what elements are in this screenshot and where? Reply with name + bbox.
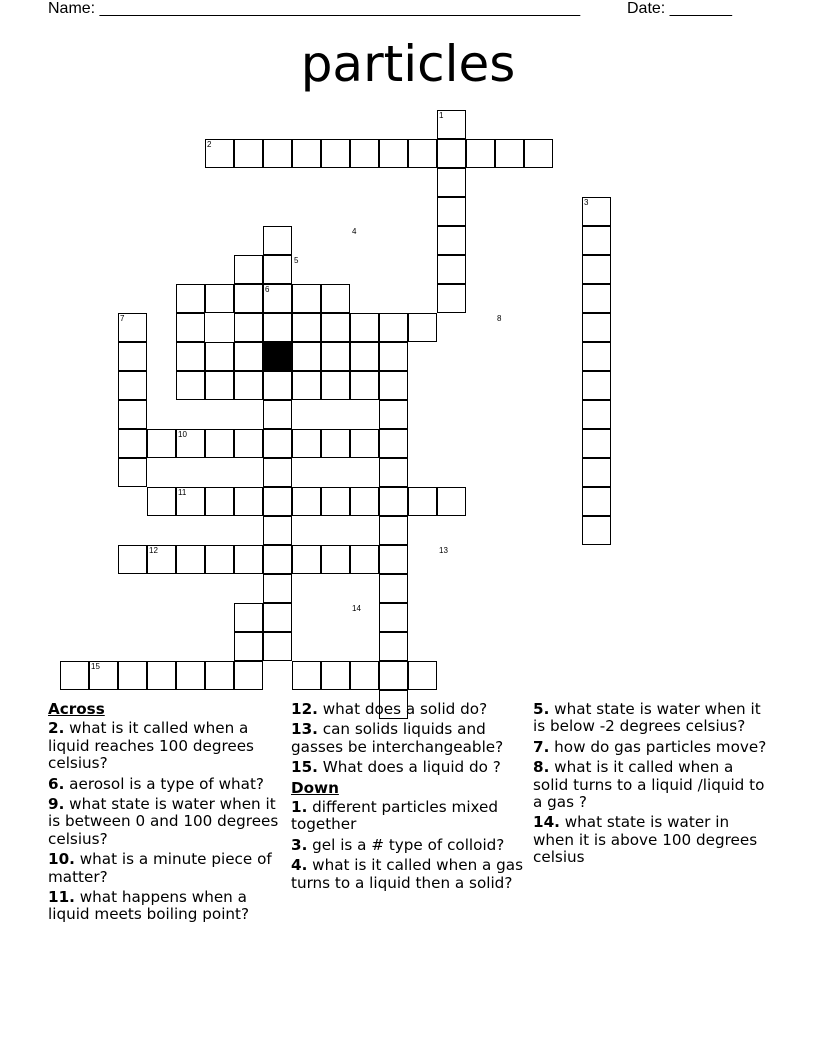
clue-item-number: 2. [48, 719, 65, 738]
clue-number-label: 11 [178, 488, 187, 497]
puzzle-title: particles [300, 35, 516, 93]
clue-item [291, 701, 527, 718]
grid-cell[interactable] [582, 400, 611, 429]
clue-item-text: different particles mixed together [291, 798, 499, 834]
grid-cell[interactable] [582, 226, 611, 255]
clue-item [48, 851, 284, 886]
grid-cell[interactable] [350, 429, 379, 458]
across-clue-list-continued [291, 701, 527, 777]
grid-cell[interactable] [350, 371, 379, 400]
grid-cell[interactable] [176, 313, 205, 342]
grid-cell[interactable] [582, 342, 611, 371]
clue-number-label: 15 [91, 662, 100, 671]
grid-cell[interactable] [263, 226, 292, 255]
grid-cell[interactable] [350, 342, 379, 371]
grid-cell[interactable] [147, 487, 176, 516]
grid-cell[interactable] [118, 545, 147, 574]
clue-item-text: what is it called when a gas turns to a liquid then a solid? [291, 856, 524, 892]
grid-cell[interactable] [379, 139, 408, 168]
clue-number-label: 1 [439, 111, 444, 120]
clue-item-text: what does a solid do? [317, 700, 488, 718]
grid-cell[interactable] [350, 487, 379, 516]
grid-cell[interactable] [321, 429, 350, 458]
grid-cell[interactable] [176, 371, 205, 400]
clue-item [533, 759, 769, 811]
grid-cell[interactable] [350, 313, 379, 342]
grid-cell[interactable] [205, 284, 234, 313]
clue-item-text: can solids liquids and gasses be interchangeable? [291, 720, 504, 756]
clue-item-text: what happens when a liquid meets boiling point? [48, 888, 250, 924]
grid-cell[interactable] [176, 284, 205, 313]
clue-number-label: 9 [265, 343, 270, 352]
grid-cell[interactable] [321, 313, 350, 342]
clue-number-label: 2 [207, 140, 212, 149]
grid-cell[interactable] [582, 516, 611, 545]
down-clue-list [291, 799, 527, 892]
clue-column-2 [291, 701, 527, 895]
clue-item-number: 1. [291, 798, 308, 817]
grid-cell[interactable] [118, 661, 147, 690]
grid-cell[interactable] [379, 400, 408, 429]
grid-cell[interactable] [292, 371, 321, 400]
grid-cell[interactable] [234, 545, 263, 574]
grid-cell[interactable] [205, 661, 234, 690]
grid-cell[interactable] [118, 429, 147, 458]
grid-cell[interactable] [582, 487, 611, 516]
grid-cell[interactable] [379, 342, 408, 371]
clue-item-number: 4. [291, 856, 308, 875]
across-clue-list [48, 720, 284, 923]
grid-cell[interactable] [321, 545, 350, 574]
grid-cell[interactable] [234, 487, 263, 516]
grid-cell[interactable] [234, 313, 263, 342]
clue-number-label: 10 [178, 430, 187, 439]
grid-cell[interactable] [292, 139, 321, 168]
grid-cell[interactable] [379, 429, 408, 458]
grid-cell[interactable] [524, 139, 553, 168]
grid-cell[interactable] [466, 139, 495, 168]
grid-cell[interactable] [263, 371, 292, 400]
clue-item-text: what is it called when a solid turns to a liquid /liquid to a gas ? [533, 758, 765, 812]
clue-item-text: what is a minute piece of matter? [48, 850, 272, 886]
grid-cell[interactable] [437, 168, 466, 197]
grid-cell[interactable] [205, 342, 234, 371]
down-heading: Down [291, 778, 339, 797]
clue-number-label: 12 [149, 546, 158, 555]
clue-item-text: how do gas particles move? [549, 737, 767, 756]
grid-cell[interactable] [176, 342, 205, 371]
clue-item [291, 721, 527, 756]
grid-cell[interactable] [263, 255, 292, 284]
grid-cell[interactable] [437, 197, 466, 226]
grid-cell[interactable] [379, 371, 408, 400]
clue-item [291, 857, 527, 892]
grid-cell[interactable] [176, 661, 205, 690]
clue-item-number: 9. [48, 795, 65, 814]
grid-cell[interactable] [234, 139, 263, 168]
clue-item-number: 15. [291, 758, 318, 777]
grid-cell[interactable] [321, 661, 350, 690]
grid-cell[interactable] [234, 371, 263, 400]
clue-item-text: what state is water when it is below -2 degrees celsius? [533, 700, 761, 736]
clue-item [533, 739, 769, 756]
grid-cell[interactable] [292, 342, 321, 371]
clue-item [48, 796, 284, 848]
clue-item-text: aerosol is a type of what? [64, 774, 264, 793]
clue-item [291, 799, 527, 834]
grid-cell[interactable] [147, 661, 176, 690]
grid-cell[interactable] [263, 400, 292, 429]
grid-cell[interactable] [60, 661, 89, 690]
clue-number-label: 6 [265, 285, 270, 294]
grid-cell[interactable] [379, 632, 408, 661]
grid-cell[interactable] [118, 342, 147, 371]
clue-item [48, 889, 284, 924]
grid-cell[interactable] [437, 487, 466, 516]
grid-cell[interactable] [234, 284, 263, 313]
grid-cell[interactable] [350, 545, 379, 574]
grid-cell[interactable] [234, 603, 263, 632]
clue-item [533, 814, 769, 866]
grid-cell[interactable] [582, 429, 611, 458]
grid-cell[interactable] [437, 226, 466, 255]
grid-cell[interactable] [379, 458, 408, 487]
grid-cell[interactable] [408, 139, 437, 168]
grid-cell[interactable] [263, 574, 292, 603]
clue-number-label: 13 [439, 546, 448, 555]
clue-column-1 [48, 701, 284, 927]
grid-cell[interactable] [263, 516, 292, 545]
grid-cell[interactable] [234, 632, 263, 661]
grid-cell[interactable] [437, 139, 466, 168]
grid-cell[interactable] [118, 400, 147, 429]
grid-cell[interactable] [263, 458, 292, 487]
clue-item [291, 837, 527, 854]
grid-cell[interactable] [234, 661, 263, 690]
grid-cell[interactable] [263, 429, 292, 458]
grid-cell[interactable] [408, 661, 437, 690]
grid-cell[interactable] [379, 487, 408, 516]
grid-cell[interactable] [263, 545, 292, 574]
grid-cell[interactable] [205, 371, 234, 400]
grid-cell[interactable] [379, 516, 408, 545]
grid-cell[interactable] [379, 603, 408, 632]
grid-cell[interactable] [321, 371, 350, 400]
grid-cell[interactable] [263, 313, 292, 342]
clue-number-label: 7 [120, 314, 125, 323]
grid-cell[interactable] [350, 139, 379, 168]
grid-cell[interactable] [321, 284, 350, 313]
grid-cell[interactable] [205, 429, 234, 458]
clue-item-number: 11. [48, 888, 75, 907]
grid-cell[interactable] [495, 139, 524, 168]
grid-cell[interactable] [205, 487, 234, 516]
grid-cell[interactable] [379, 661, 408, 690]
grid-cell[interactable] [118, 371, 147, 400]
grid-cell[interactable] [582, 284, 611, 313]
clue-item-text: what is it called when a liquid reaches 100 degrees celsius? [48, 719, 254, 773]
clue-item-number: 13. [291, 720, 318, 739]
grid-cell[interactable] [292, 429, 321, 458]
date-field-label: Date: _______ [627, 0, 732, 17]
clue-item-number: 5. [533, 700, 550, 718]
grid-cell[interactable] [292, 545, 321, 574]
clue-item [48, 776, 284, 793]
grid-cell[interactable] [263, 487, 292, 516]
across-heading: Across [48, 700, 105, 718]
grid-cell[interactable] [147, 429, 176, 458]
grid-cell[interactable] [582, 371, 611, 400]
grid-cell[interactable] [379, 313, 408, 342]
grid-cell[interactable] [321, 342, 350, 371]
grid-cell[interactable] [234, 342, 263, 371]
clue-number-label: 5 [294, 256, 299, 265]
clue-number-label: 3 [584, 198, 589, 207]
grid-cell[interactable] [263, 139, 292, 168]
grid-cell[interactable] [176, 545, 205, 574]
clue-item-number: 6. [48, 774, 65, 793]
name-field-label: Name: ______________________________________________________ [48, 0, 581, 17]
clue-number-label: 14 [352, 604, 361, 613]
clue-item [291, 759, 527, 776]
grid-cell[interactable] [321, 487, 350, 516]
clue-item-number: 7. [533, 737, 550, 756]
grid-cell[interactable] [437, 255, 466, 284]
clue-item-text: gel is a # type of colloid? [307, 835, 505, 854]
clue-item-number: 10. [48, 850, 75, 869]
grid-cell[interactable] [292, 661, 321, 690]
grid-cell[interactable] [321, 139, 350, 168]
clue-item-number: 8. [533, 758, 550, 777]
grid-cell[interactable] [408, 487, 437, 516]
clue-item-number: 12. [291, 700, 318, 718]
grid-cell[interactable] [234, 255, 263, 284]
clue-item-number: 3. [291, 835, 308, 854]
grid-cell[interactable] [582, 255, 611, 284]
clue-column-3 [533, 701, 769, 870]
clue-number-label: 4 [352, 227, 357, 236]
clue-item-number: 14. [533, 813, 560, 832]
grid-cell[interactable] [263, 632, 292, 661]
clue-item [533, 701, 769, 736]
grid-cell[interactable] [205, 545, 234, 574]
clue-item [48, 720, 284, 772]
grid-cell[interactable] [408, 313, 437, 342]
grid-cell[interactable] [379, 545, 408, 574]
clue-item-text: what state is water in when it is above 100 degrees celsius [533, 813, 758, 867]
clue-number-label: 8 [497, 314, 502, 323]
down-clue-list-continued [533, 701, 769, 867]
grid-cell[interactable] [437, 284, 466, 313]
clue-item-text: What does a liquid do ? [317, 758, 501, 777]
grid-cell[interactable] [292, 487, 321, 516]
grid-cell[interactable] [292, 313, 321, 342]
grid-cell[interactable] [379, 574, 408, 603]
grid-cell[interactable] [118, 458, 147, 487]
grid-cell[interactable] [234, 429, 263, 458]
grid-cell[interactable] [582, 458, 611, 487]
grid-cell[interactable] [350, 661, 379, 690]
grid-cell[interactable] [292, 284, 321, 313]
grid-cell[interactable] [582, 313, 611, 342]
clue-item-text: what state is water when it is between 0 and 100 degrees celsius? [48, 795, 279, 848]
grid-cell[interactable] [263, 603, 292, 632]
